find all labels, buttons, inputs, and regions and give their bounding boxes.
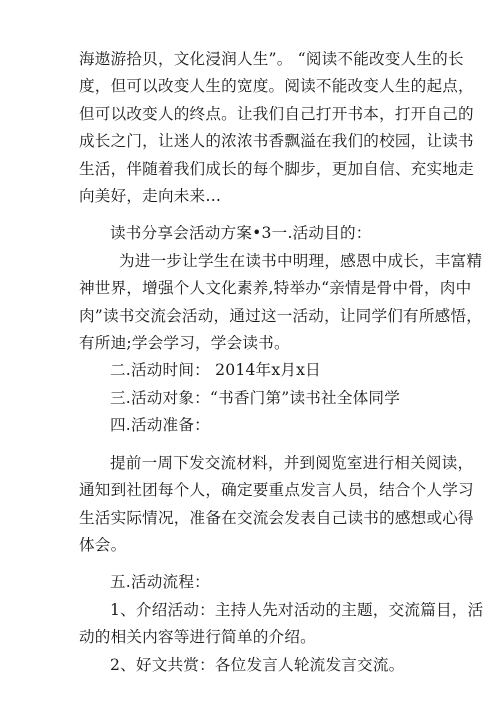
section-heading-time: 二.活动时间： 2014年x月x日 xyxy=(110,361,321,380)
body-line-17: 2、好文共赏：各位发言人轮流发言交流。 xyxy=(110,655,405,674)
section-heading-process: 五.活动流程： xyxy=(110,573,210,592)
section-heading-purpose: 读书分享会活动方案•3一.活动目的： xyxy=(110,224,372,243)
body-line-5: 生活，伴随着我们成长的每个脚步，更加自信、充实地走 xyxy=(79,159,474,178)
body-line-7: 为进一步让学生在读书中明理，感恩中成长，丰富精 xyxy=(119,251,483,270)
body-line-4: 成长之门，让迷人的浓浓书香飘溢在我们的校园，让读书 xyxy=(79,132,474,151)
body-line-3: 但可以改变人的终点。让我们自己打开书本，打开自己的 xyxy=(79,104,474,123)
body-line-15: 1、介绍活动：主持人先对活动的主题，交流篇目，活 xyxy=(110,600,484,619)
paragraph-gap xyxy=(79,440,426,450)
body-line-11: 提前一周下发交流材料，并到阅览室进行相关阅读， xyxy=(110,453,474,472)
section-heading-target: 三.活动对象：“书香门第”读书社全体同学 xyxy=(110,388,400,407)
body-line-6: 向美好，走向未来… xyxy=(79,187,222,206)
section-heading-preparation: 四.活动准备： xyxy=(110,416,210,435)
paragraph-gap xyxy=(79,559,426,569)
body-line-10: 有所迪;学会学习，学会读书。 xyxy=(79,334,290,353)
body-line-13: 生活实际情况，准备在交流会发表自己读书的感想或心得 xyxy=(79,508,474,527)
paragraph-gap xyxy=(79,210,426,220)
body-line-14: 体会。 xyxy=(79,535,127,554)
body-line-8: 神世界，增强个人文化素养,特举办“亲情是骨中骨，肉中 xyxy=(79,279,472,298)
body-line-16: 动的相关内容等进行简单的介绍。 xyxy=(79,628,316,647)
body-line-12: 通知到社团每个人，确定要重点发言人员，结合个人学习 xyxy=(79,481,474,500)
body-line-2: 度，但可以改变人生的宽度。阅读不能改变人生的起点， xyxy=(79,77,474,96)
body-line-1: 海遨游拾贝，文化浸润人生”。 “阅读不能改变人生的长 xyxy=(79,50,464,68)
body-line-9: 肉”读书交流会活动，通过这一活动，让同学们有所感悟， xyxy=(79,306,483,325)
